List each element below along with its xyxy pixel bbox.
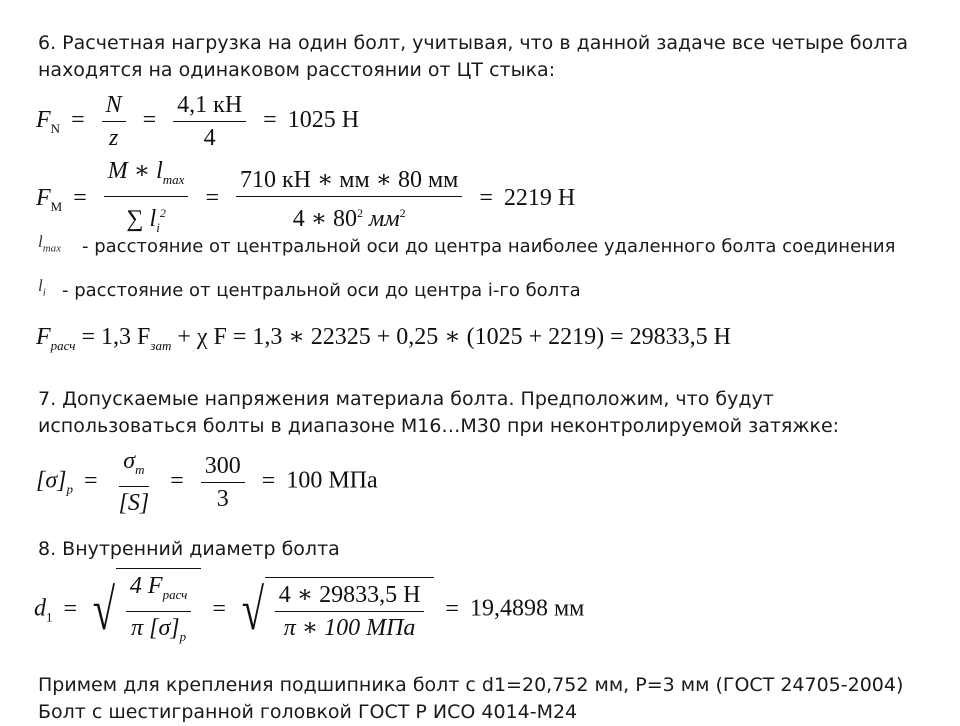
- fn-result: 1025 Н: [287, 107, 360, 134]
- fr-lhs: F: [36, 324, 51, 350]
- d-sqrt-numeric: √ $\frac{4 ∗ 29833,5 Н}{\text{π ∗ 100 МПа}}$: [237, 577, 435, 643]
- sigma-lhs-sub: p: [66, 481, 74, 497]
- fn-den-value: 4: [203, 125, 216, 151]
- formula-inner-diameter: $d_1$ = √ $\frac{4 F_{расч}}{\pi [\sigma]_p}$ = √ $\frac{4 ∗ 29833,5 Н}{\text{π ∗ 100 МПа}}$ = 19,4898 мм: [34, 568, 584, 652]
- d-sqrt-symbolic: √ $\frac{4 F_{расч}}{\pi [\sigma]_p}$: [88, 568, 201, 652]
- fm-fraction-numeric: [236, 165, 462, 234]
- sigma-den-value: 3: [216, 485, 229, 512]
- d-lhs-sub: 1: [46, 609, 53, 625]
- d-fraction-numeric: [275, 580, 425, 643]
- fr-expr: = 1,3 F: [81, 324, 151, 350]
- fm-den-unit: мм: [369, 206, 400, 232]
- fn-fraction-symbolic: [102, 90, 126, 153]
- fn-lhs: F: [36, 107, 51, 134]
- section-6-line-2: находятся на одинаковом расстоянии от ЦТ стыка:: [38, 59, 556, 81]
- sigma-num-sub: m: [135, 462, 145, 477]
- sigma-lhs: [σ]: [36, 467, 67, 494]
- conclusion-line-1: Примем для крепления подшипника болт с d1=20,752 мм, P=3 мм (ГОСТ 24705-2004): [38, 674, 904, 696]
- fm-den-sub: i: [156, 220, 160, 235]
- li-symbol: $l_i$: [38, 276, 46, 299]
- formula-allowable-stress: $[\sigma]_p$ = $\frac{\sigma_m}{[S]}$ = $\frac{300}{3}$ = 100 МПа: [36, 448, 378, 516]
- fm-den-value-sup: 2: [357, 206, 363, 220]
- fn-num-value: 4,1 кН: [173, 90, 246, 122]
- fm-lhs: F: [36, 185, 51, 212]
- d-lhs: d: [34, 595, 46, 622]
- d-num-value: 4 ∗ 29833,5 Н: [275, 580, 425, 612]
- d-num-sub: расч: [162, 587, 188, 602]
- fr-lhs-sub: расч: [50, 338, 76, 353]
- fm-num-value: 710 кН ∗ мм ∗ 80 мм: [236, 165, 462, 197]
- sigma-fraction-numeric: [201, 451, 245, 514]
- fn-num: N: [102, 90, 126, 122]
- d-num: 4 F: [129, 573, 163, 599]
- sigma-num: σ: [123, 448, 136, 474]
- sigma-fraction-symbolic: [115, 446, 154, 518]
- fm-num-sub: max: [162, 172, 185, 187]
- section-6-line-1: 6. Расчетная нагрузка на один болт, учитывая, что в данной задаче все четыре болта: [38, 32, 909, 54]
- section-7-line-1: 7. Допускаемые напряжения материала болта. Предположим, что будут: [38, 388, 774, 410]
- d-fraction-symbolic: [126, 571, 191, 652]
- fm-result: 2219 Н: [503, 185, 576, 212]
- lmax-definition: - расстояние от центральной оси до центра наиболее удаленного болта соединения: [82, 236, 896, 257]
- d-result: 19,4898 мм: [469, 595, 585, 622]
- fm-den-value: 4 ∗ 80: [292, 206, 357, 232]
- fn-lhs-sub: N: [50, 121, 61, 137]
- fm-lhs-sub: M: [50, 199, 63, 215]
- fm-num: M ∗ l: [107, 158, 163, 184]
- li-definition: - расстояние от центральной оси до центра i-го болта: [62, 280, 581, 301]
- formula-force-m: $F_M$ = $\frac{M ∗ l_{max}}{\sum l_i^2}$ = $\frac{710 кН ∗ мм ∗ 80 мм}{4 ∗ 80^2 мм^2}$ = 2219 Н: [36, 156, 575, 243]
- fn-fraction-numeric: [173, 90, 246, 153]
- fm-den-sup: 2: [159, 206, 166, 220]
- fr-expr-2: + χ F = 1,3 ∗ 22325 + 0,25 ∗ (1025 + 2219) = 29833,5 Н: [177, 324, 731, 350]
- fn-den: z: [108, 125, 119, 151]
- d-den-sub: p: [179, 629, 187, 644]
- fm-den-unit-sup: 2: [399, 206, 406, 220]
- sigma-num-value: 300: [201, 451, 245, 483]
- section-8-line-1: 8. Внутренний диаметр болта: [38, 538, 340, 560]
- formula-force-n: $F_N$ = $\frac{N}{z}$ = $\frac{4,1 кН}{4}$ = 1025 Н: [36, 92, 360, 151]
- section-7-line-2: использоваться болты в диапазоне М16…М30 при неконтролируемой затяжке:: [38, 415, 840, 437]
- formula-force-design: [36, 322, 731, 354]
- fm-den: ∑ l: [126, 206, 157, 232]
- fr-zat-sub: зат: [150, 338, 172, 353]
- d-den-value: π ∗ 100 МПа: [283, 615, 416, 641]
- conclusion-line-2: Болт с шестигранной головкой ГОСТ Р ИСО 4014-М24: [38, 701, 578, 723]
- fm-fraction-symbolic: [104, 156, 189, 243]
- lmax-symbol: $l_{max}$: [38, 232, 62, 255]
- sigma-result: 100 МПа: [286, 467, 378, 494]
- sigma-den: [S]: [118, 490, 150, 516]
- d-den: π [σ]: [131, 615, 180, 641]
